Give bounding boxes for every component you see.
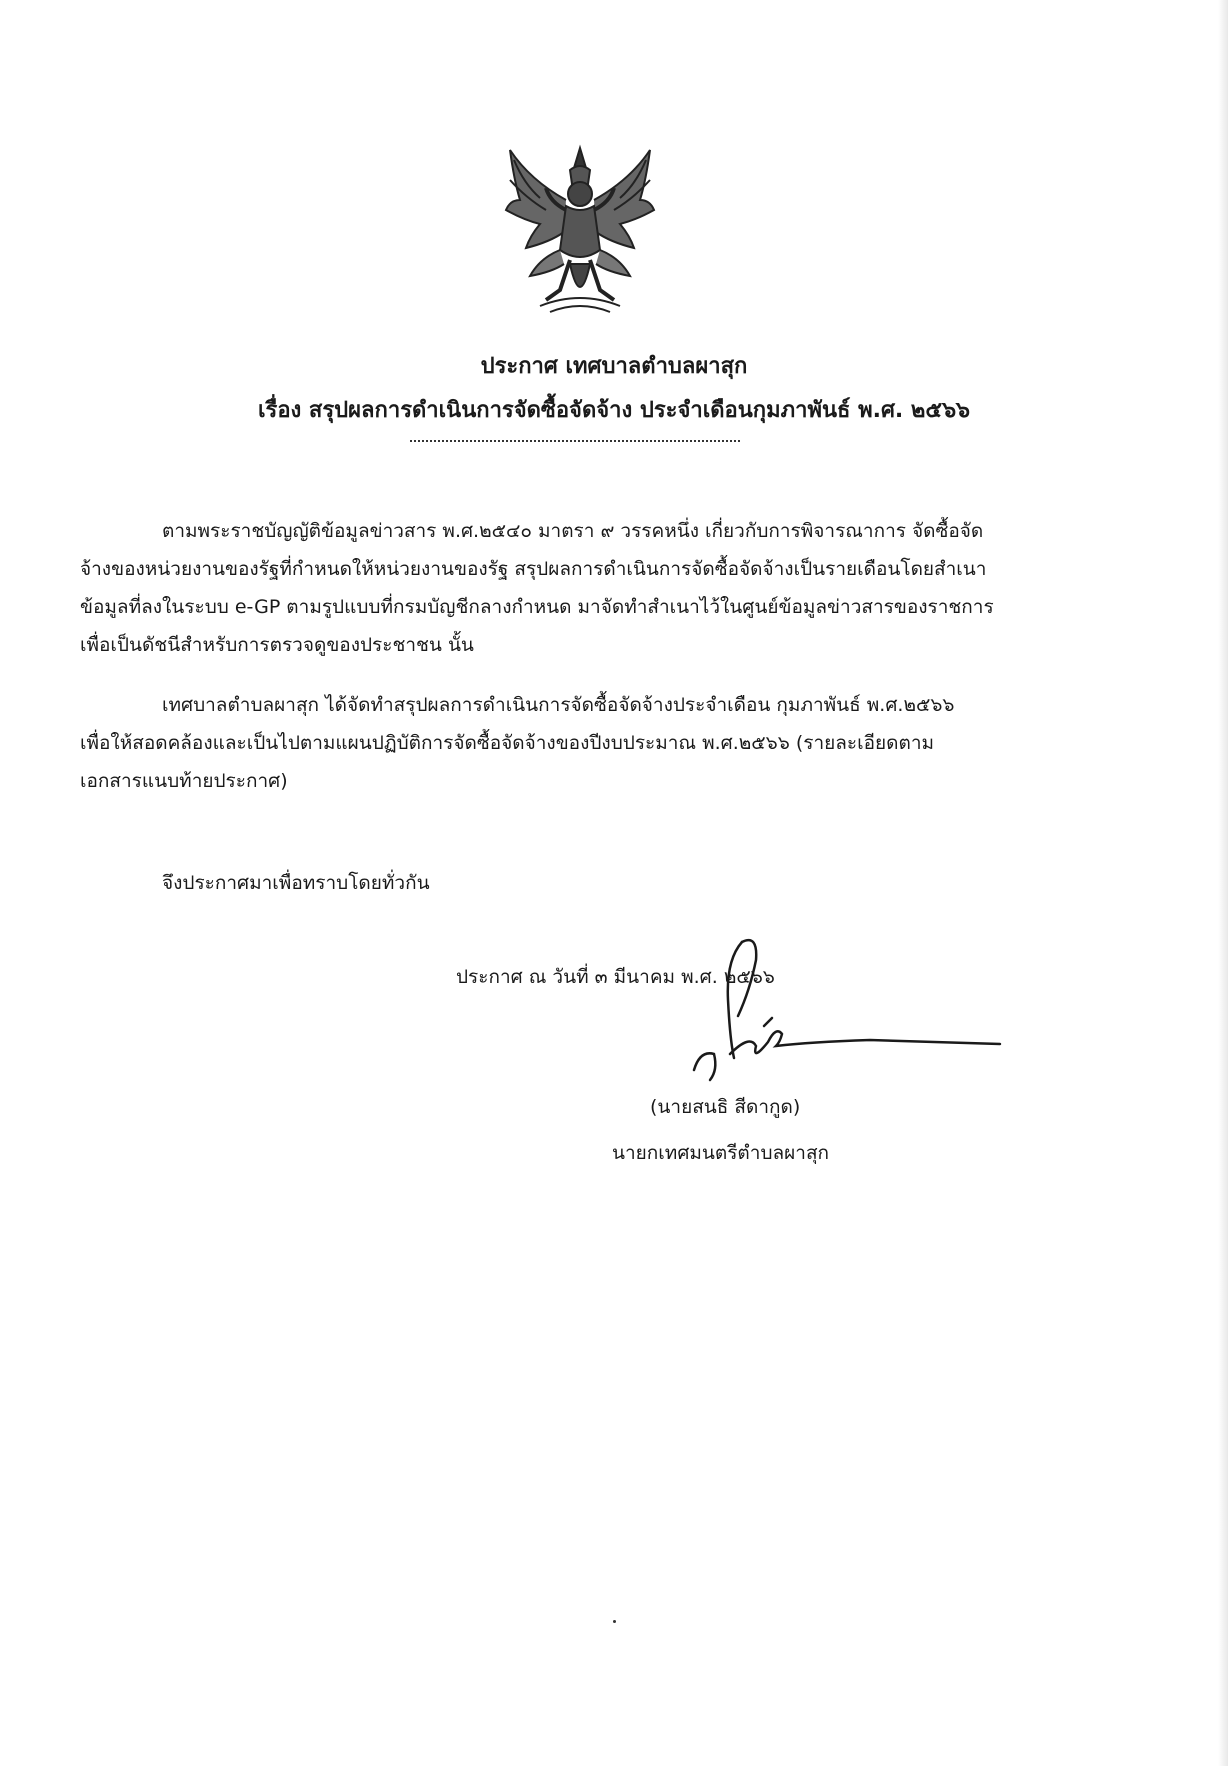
paragraph-line: ตามพระราชบัญญัติข้อมูลข่าวสาร พ.ศ.๒๕๔๐ มาตรา ๙ วรรคหนึ่ง เกี่ยวกับการพิจารณาการ จัดซื้อจัด: [162, 520, 984, 542]
announcement-subject: เรื่อง สรุปผลการดำเนินการจัดซื้อจัดจ้าง ประจำเดือนกุมภาพันธ์ พ.ศ. ๒๕๖๖: [257, 398, 971, 423]
signer-title: นายกเทศมนตรีตำบลผาสุก: [612, 1142, 830, 1164]
body-paragraph-2: [80, 686, 1060, 800]
paragraph-line: เทศบาลตำบลผาสุก ได้จัดทำสรุปผลการดำเนินการจัดซื้อจัดจ้างประจำเดือน กุมภาพันธ์ พ.ศ.๒๕๖๖: [162, 694, 955, 716]
scan-edge: [1218, 0, 1228, 1766]
scan-speck: [613, 1620, 616, 1623]
dotted-divider: [410, 440, 740, 442]
signer-name: (นายสนธิ สีดากูด): [650, 1096, 801, 1118]
announcement-title: ประกาศ เทศบาลตำบลผาสุก: [480, 354, 748, 379]
paragraph-line: เพื่อเป็นดัชนีสำหรับการตรวจดูของประชาชน นั้น: [80, 634, 474, 656]
closing-line: จึงประกาศมาเพื่อทราบโดยทั่วกัน: [162, 872, 430, 894]
garuda-emblem-icon: [500, 140, 660, 320]
announcement-date: ประกาศ ณ วันที่ ๓ มีนาคม พ.ศ. ๒๕๖๖: [456, 966, 775, 988]
body-paragraph-1: [80, 512, 1060, 664]
paragraph-line: เอกสารแนบท้ายประกาศ): [80, 770, 288, 792]
paragraph-line: ข้อมูลที่ลงในระบบ e-GP ตามรูปแบบที่กรมบัญชีกลางกำหนด มาจัดทำสำเนาไว้ในศูนย์ข้อมูลข่าวสารของราชการ: [80, 596, 994, 618]
paragraph-line: เพื่อให้สอดคล้องและเป็นไปตามแผนปฏิบัติการจัดซื้อจัดจ้างของปีงบประมาณ พ.ศ.๒๕๖๖ (รายละเอียดตาม: [80, 732, 935, 754]
handwritten-signature-icon: [680, 930, 1010, 1090]
closing-paragraph: [80, 864, 1060, 902]
paragraph-line: จ้างของหน่วยงานของรัฐที่กำหนดให้หน่วยงานของรัฐ สรุปผลการดำเนินการจัดซื้อจัดจ้างเป็นรายเดือนโดยสำเนา: [80, 558, 987, 580]
